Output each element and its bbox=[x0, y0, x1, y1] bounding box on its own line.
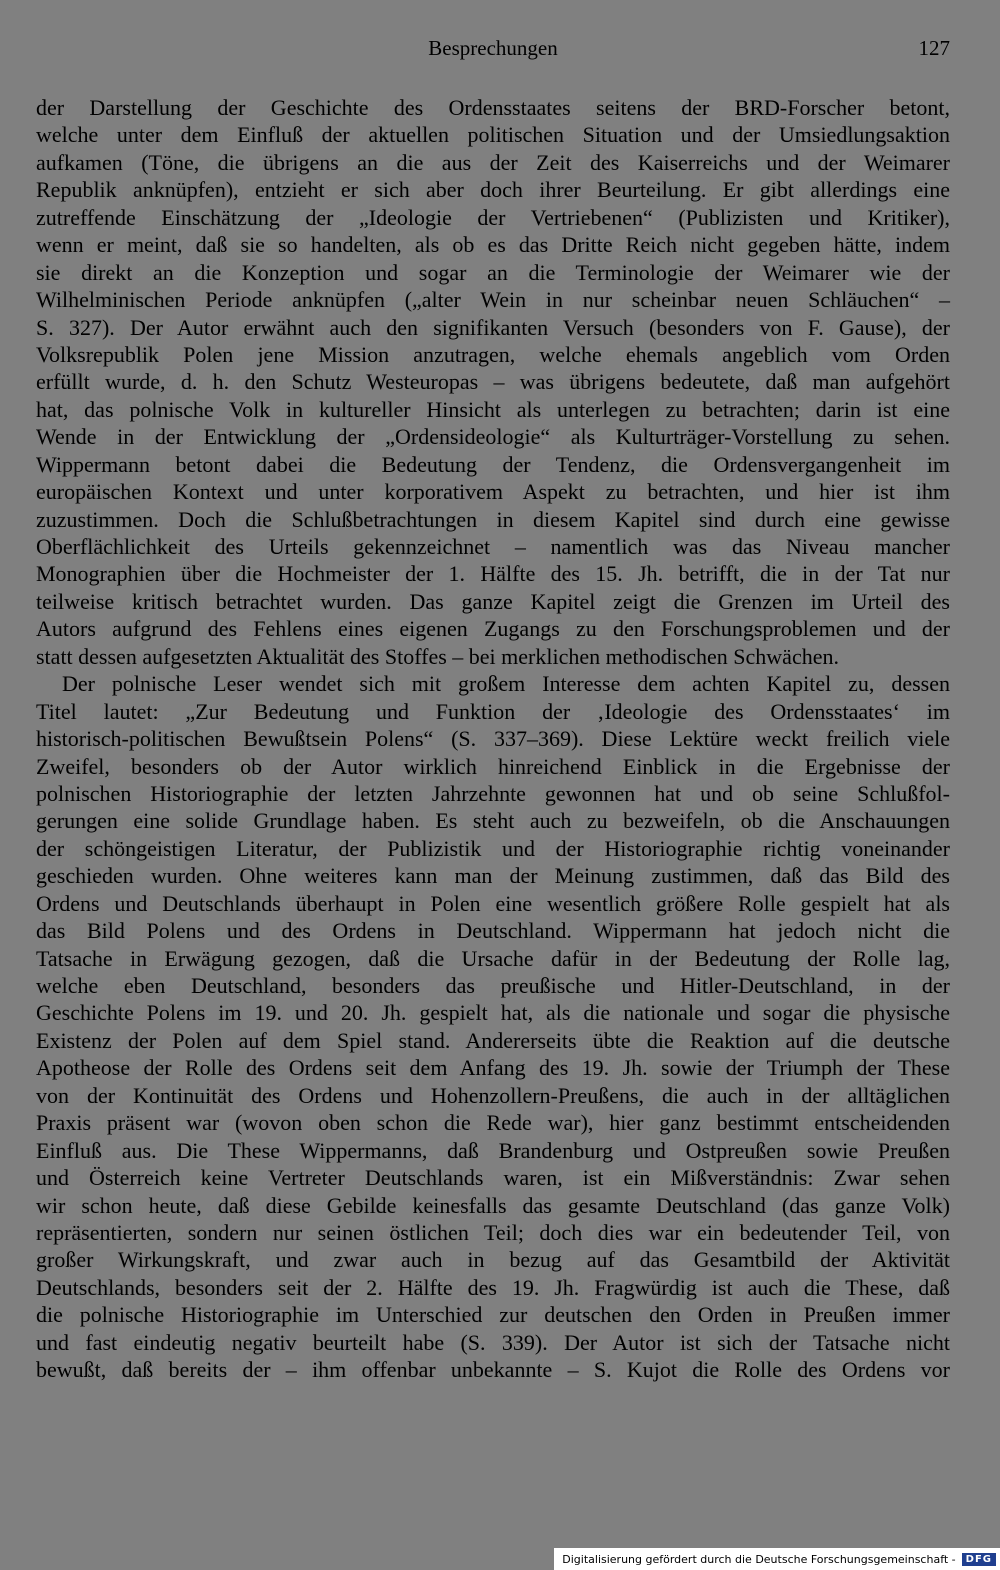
text-line: Einfluß aus. Die These Wippermanns, daß Brandenburg und Ostpreußen sowie Preußen bbox=[36, 1137, 950, 1163]
text-line: S. 327). Der Autor erwähnt auch den signifikanten Versuch (besonders von F. Gause), der bbox=[36, 314, 950, 340]
text-line: und fast eindeutig negativ beurteilt habe (S. 339). Der Autor ist sich der Tatsache nicht bbox=[36, 1329, 950, 1355]
text-line: Apotheose der Rolle des Ordens seit dem Anfang des 19. Jh. sowie der Triumph der These bbox=[36, 1055, 950, 1081]
text-line: zutreffende Einschätzung der „Ideologie der Vertriebenen“ (Publizisten und Kritiker), bbox=[36, 204, 950, 230]
text-line: geschieden wurden. Ohne weiteres kann man der Meinung zustimmen, daß das Bild des bbox=[36, 863, 950, 889]
text-line: Oberflächlichkeit des Urteils gekennzeichnet – namentlich was das Niveau mancher bbox=[36, 534, 950, 559]
text-line: polnischen Historiographie der letzten Jahrzehnte gewonnen hat und ob seine Schlußfol- bbox=[36, 780, 950, 806]
text-line: die polnische Historiographie im Unterschied zur deutschen den Orden in Preußen immer bbox=[36, 1302, 950, 1328]
dfg-logo: DFG bbox=[962, 1553, 996, 1566]
text-line: der Darstellung der Geschichte des Ordensstaates seitens der BRD-Forscher betont, bbox=[36, 95, 950, 120]
text-line: Wippermann betont dabei die Bedeutung der Tendenz, die Ordensvergangenheit im bbox=[36, 451, 950, 477]
text-line: bewußt, daß bereits der – ihm offenbar unbekannte – S. Kujot die Rolle des Ordens vor bbox=[36, 1357, 950, 1383]
digitization-credit bbox=[554, 1548, 1000, 1570]
text-line: Volksrepublik Polen jene Mission anzutragen, welche ehemals angeblich vom Orden bbox=[36, 341, 950, 367]
text-line: hat, das polnische Volk in kultureller Hinsicht als unterlegen zu betrachten; darin ist eine bbox=[36, 396, 950, 422]
text-line: statt dessen aufgesetzten Aktualität des Stoffes – bei merklichen methodischen Schwächen. bbox=[36, 643, 839, 669]
text-line: Wilhelminischen Periode anknüpfen („alter Wein in nur scheinbar neuen Schläuchen“ – bbox=[36, 287, 950, 313]
text-line: das Bild Polens und des Ordens in Deutschland. Wippermann hat jedoch nicht die bbox=[36, 918, 950, 944]
body-text bbox=[36, 94, 950, 1411]
text-line: gerungen eine solide Grundlage haben. Es steht auch zu bezweifeln, ob die Anschauungen bbox=[36, 808, 950, 834]
running-head bbox=[36, 36, 950, 66]
page-number: 127 bbox=[918, 36, 950, 60]
text-line: erfüllt wurde, d. h. den Schutz Westeuropas – was übrigens bedeutete, daß man aufgehört bbox=[36, 369, 950, 395]
text-line: Tatsache in Erwägung gezogen, daß die Ursache dafür in der Bedeutung der Rolle lag, bbox=[36, 945, 950, 971]
text-line: aufkamen (Töne, die übrigens an die aus der Zeit des Kaiserreichs und der Weimarer bbox=[36, 149, 950, 175]
text-line bbox=[36, 1384, 950, 1411]
credit-text: Digitalisierung gefördert durch die Deutsche Forschungsgemeinschaft - bbox=[562, 1552, 956, 1566]
text-line: Wende in der Entwicklung der „Ordensideologie“ als Kulturträger-Vorstellung zu sehen. bbox=[36, 424, 950, 450]
text-line: Geschichte Polens im 19. und 20. Jh. gespielt hat, als die nationale und sogar die physische bbox=[36, 1000, 950, 1026]
text-line: welche unter dem Einfluß der aktuellen politischen Situation und der Umsiedlungsaktion bbox=[36, 122, 950, 148]
text-line: welche eben Deutschland, besonders das preußische und Hitler-Deutschland, in der bbox=[36, 973, 950, 998]
text-line: Autors aufgrund des Fehlens eines eigenen Zugangs zu den Forschungsproblemen und der bbox=[36, 616, 950, 642]
text-line: Titel lautet: „Zur Bedeutung und Funktion der ‚Ideologie des Ordensstaates‘ im bbox=[36, 698, 950, 724]
text-line: Republik anknüpfen), entzieht er sich aber doch ihrer Beurteilung. Er gibt allerdings eine bbox=[36, 177, 950, 203]
text-line: Deutschlands, besonders seit der 2. Hälfte des 19. Jh. Fragwürdig ist auch die These, daß bbox=[36, 1274, 950, 1300]
text-line: wir schon heute, daß diese Gebilde keinesfalls das gesamte Deutschland (das ganze Volk) bbox=[36, 1192, 950, 1218]
text-line: Der polnische Leser wendet sich mit großem Interesse dem achten Kapitel zu, dessen bbox=[62, 671, 950, 697]
text-line: zuzustimmen. Doch die Schlußbetrachtungen in diesem Kapitel sind durch eine gewisse bbox=[36, 506, 950, 532]
text-line: der schöngeistigen Literatur, der Publizistik und der Historiographie richtig voneinander bbox=[36, 835, 950, 861]
text-line: europäischen Kontext und unter korporativem Aspekt zu betrachten, und hier ist ihm bbox=[36, 479, 950, 505]
text-line: Ordens und Deutschlands überhaupt in Polen eine wesentlich größere Rolle gespielt hat als bbox=[36, 890, 950, 916]
text-line: von der Kontinuität des Ordens und Hohenzollern-Preußens, die auch in der alltäglichen bbox=[36, 1082, 950, 1108]
text-line: großer Wirkungskraft, und zwar auch in bezug auf das Gesamtbild der Aktivität bbox=[36, 1247, 950, 1273]
text-line: Existenz der Polen auf dem Spiel stand. Andererseits übte die Reaktion auf die deutsche bbox=[36, 1027, 950, 1053]
text-line: und Österreich keine Vertreter Deutschlands waren, ist ein Mißverständnis: Zwar sehen bbox=[36, 1165, 950, 1191]
text-line: Monographien über die Hochmeister der 1. Hälfte des 15. Jh. betrifft, die in der Tat nur bbox=[36, 561, 950, 587]
running-title: Besprechungen bbox=[428, 36, 558, 60]
text-line: repräsentierten, sondern nur seinen östlichen Teil; doch dies war ein bedeutender Teil, von bbox=[36, 1219, 950, 1245]
text-line: Zweifel, besonders ob der Autor wirklich hinreichend Einblick in die Ergebnisse der bbox=[36, 753, 950, 779]
text-line: Praxis präsent war (wovon oben schon die Rede war), hier ganz bestimmt entscheidenden bbox=[36, 1110, 950, 1136]
text-line: teilweise kritisch betrachtet wurden. Das ganze Kapitel zeigt die Grenzen im Urteil des bbox=[36, 588, 950, 614]
text-line: wenn er meint, daß sie so handelten, als ob es das Dritte Reich nicht gegeben hätte, indem bbox=[36, 232, 950, 258]
text-line: historisch-politischen Bewußtsein Polens“ (S. 337–369). Diese Lektüre weckt freilich viele bbox=[36, 726, 950, 752]
text-line: sie direkt an die Konzeption und sogar an die Terminologie der Weimarer wie der bbox=[36, 259, 950, 285]
